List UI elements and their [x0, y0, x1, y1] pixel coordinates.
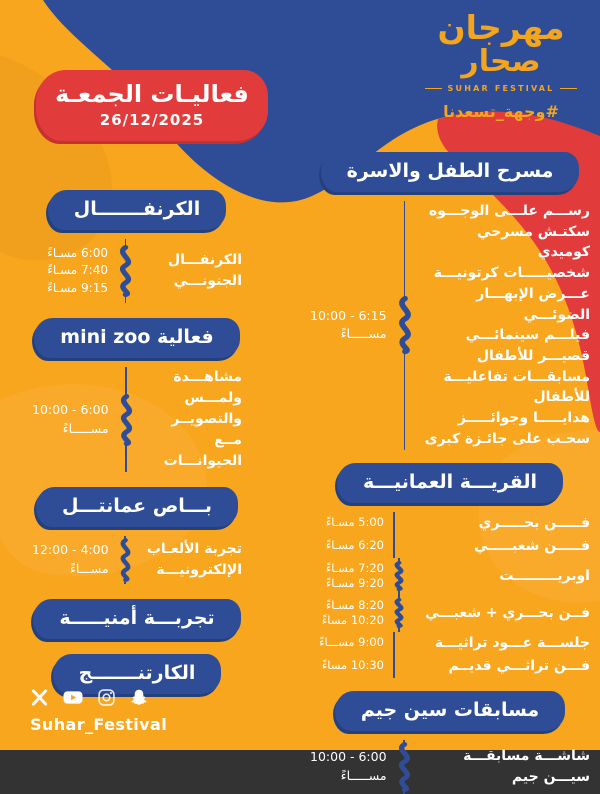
section-carnival	[32, 190, 242, 303]
time-block	[310, 748, 387, 786]
brace-icon	[118, 539, 133, 581]
item-label: تجربة الألعـاب الإلكترونيـــة	[146, 541, 242, 578]
left-column	[32, 190, 242, 694]
snapchat-icon[interactable]	[129, 688, 149, 707]
schedule-row	[310, 558, 590, 595]
time-suffix: مســـــاءً	[340, 767, 387, 783]
time-label: 9:00 مســـاءً	[319, 635, 384, 650]
social-block	[30, 688, 167, 734]
time-list	[32, 245, 108, 297]
schedule-row	[310, 201, 590, 450]
time-label: 9:15 مسـاءً	[47, 280, 108, 295]
schedule-item	[144, 367, 242, 472]
section-header-mini-zoo: فعالية mini zoo	[34, 318, 239, 358]
timeline-line	[393, 535, 395, 558]
right-column	[310, 152, 590, 794]
section-header-security-experience: تجربـــة أمنيـــــة	[33, 599, 240, 639]
brace-icon	[393, 562, 405, 590]
schedule-row	[310, 535, 590, 558]
time-block	[32, 541, 109, 579]
time-suffix: مســـاءً	[70, 561, 109, 576]
x-icon[interactable]	[30, 688, 49, 707]
item-label: مسابقـــات تفاعليـــة للأطفال	[443, 368, 590, 406]
timeline-line	[125, 239, 127, 246]
event-day-title: فعاليـات الجمعـة	[55, 80, 249, 108]
item-label: سكتـش مسرحي كوميدي	[477, 223, 590, 261]
time-block	[32, 401, 109, 439]
time-label: 10:00 - 6:15	[310, 307, 387, 323]
schedule-row	[310, 512, 590, 535]
time-label: 12:00 - 4:00	[32, 542, 109, 558]
time-label: 7:40 مسـاءً	[47, 263, 108, 278]
logo-arabic-line1: مهرجان	[437, 8, 565, 47]
time-block	[310, 307, 387, 345]
logo-arabic-line2: صحار	[461, 43, 541, 79]
item-label: جلســـة عـــود تراثيـــة	[434, 634, 590, 651]
time-label: 6:00 مسـاءً	[47, 245, 108, 260]
logo-subtitle-text: SUHAR FESTIVAL	[447, 84, 555, 94]
schedule-row	[310, 632, 590, 655]
schedule-item	[142, 539, 242, 581]
timeline-line	[398, 627, 400, 632]
time-block	[310, 598, 384, 629]
timeline-line	[403, 791, 405, 794]
timeline-line	[393, 512, 395, 535]
time-label: 9:20 مسـاءً	[325, 576, 384, 591]
schedule-row	[32, 239, 242, 303]
event-day-badge	[36, 70, 268, 141]
timeline	[393, 655, 395, 678]
item-label: فيلـــم سينمائـــي قصيـــر للأطفال	[465, 327, 590, 365]
timeline-line	[393, 655, 395, 678]
logo-subtitle	[426, 84, 576, 93]
time-label: 10:30 مساءً	[321, 658, 384, 673]
brace-icon	[393, 599, 405, 627]
timeline-line	[125, 296, 127, 303]
time-block	[310, 635, 384, 651]
schedule-item	[422, 746, 590, 788]
schedule-row	[310, 655, 590, 678]
timeline-line	[125, 445, 127, 473]
logo-dash-left	[425, 88, 442, 89]
item-label: اوبريـــــــــت	[499, 567, 590, 584]
time-suffix: مســـــاءً	[340, 326, 387, 342]
section-omantel-bus	[32, 487, 242, 584]
item-label: شاشـــة مسابقـــة سيـــن جيم	[463, 747, 590, 785]
item-label: سحـب على جائـزة كبرى	[424, 430, 590, 447]
brace-icon	[118, 395, 135, 445]
timeline	[396, 201, 414, 450]
time-suffix: مســـــاءً	[62, 420, 109, 436]
logo-dash-right	[560, 88, 577, 89]
time-block	[310, 561, 384, 592]
instagram-icon[interactable]	[97, 688, 116, 707]
timeline	[393, 535, 395, 558]
item-label: شخصيـــــات كرتونيـــة	[433, 265, 590, 282]
timeline-line	[404, 353, 406, 449]
schedule-item	[143, 250, 242, 292]
item-label: فـــــن بحـــــري	[478, 514, 590, 531]
section-header-karting: الكارتنـــــــج	[53, 654, 222, 694]
section-header-carnival: الكرنفـــــــال	[48, 190, 226, 230]
time-label: 5:00 مسـاءً	[325, 515, 384, 530]
brace-icon	[117, 246, 134, 296]
time-block	[310, 658, 384, 674]
timeline	[393, 595, 405, 632]
timeline	[393, 632, 395, 655]
time-label: 7:20 مسـاءً	[325, 560, 384, 575]
section-security-experience	[32, 599, 242, 639]
timeline	[393, 512, 395, 535]
section-header-omani-village: القريـــة العمانيـــة	[337, 463, 563, 503]
timeline	[117, 239, 134, 303]
item-label: مشاهـــدة ولمـــس والتصويــر مــع الحيوانـــات	[163, 369, 242, 469]
item-label: رســـم علـــى الوجـــوه	[428, 203, 590, 219]
time-label: 10:00 - 6:00	[310, 748, 387, 764]
brace-icon	[396, 297, 414, 353]
timeline-line	[404, 201, 406, 297]
time-label: 8:20 مسـاءً	[325, 597, 384, 612]
timeline-line	[125, 367, 127, 395]
brace-icon	[396, 743, 413, 791]
festival-logo	[426, 10, 576, 121]
item-label: فـــن تراثـــي قديــم	[448, 657, 590, 674]
item-label: هدايـــــا وجوائـــــز	[457, 410, 590, 427]
timeline	[396, 740, 413, 794]
event-date: 26/12/2025	[99, 111, 205, 129]
time-block	[310, 538, 384, 554]
timeline	[118, 536, 133, 584]
village-schedule	[310, 512, 590, 678]
hashtag: #وجهة_تسعدنا	[443, 102, 559, 122]
section-header-family-theater: مسرح الطفل والاسرة	[321, 152, 580, 192]
schedule-row	[32, 367, 242, 472]
schedule-row	[310, 740, 590, 794]
section-mini-zoo	[32, 318, 242, 472]
time-block	[310, 515, 384, 531]
item-label: فـــــن شعبـــــي	[473, 537, 590, 554]
schedule-row	[32, 536, 242, 584]
social-handle[interactable]: Suhar_Festival	[30, 715, 168, 734]
section-family-theater	[310, 152, 590, 450]
item-label: فــن بحـــري + شعبـــي	[425, 604, 590, 621]
time-label: 10:00 - 6:00	[32, 401, 109, 417]
section-quiz-competitions	[310, 691, 590, 794]
section-omani-village	[310, 463, 590, 678]
item-label: الكرنفـــال الجنونـــي	[168, 252, 242, 289]
schedule-item-list	[423, 201, 590, 450]
social-icons	[30, 688, 167, 707]
timeline-line	[393, 632, 395, 655]
youtube-icon[interactable]	[62, 688, 84, 707]
timeline-line	[124, 581, 126, 584]
item-label: عـــرض الإبهـــار الضوئـــي	[476, 285, 590, 323]
section-header-quiz-competitions: مسابقات سين جيم	[335, 691, 565, 731]
section-header-omantel-bus: بـــاص عمانتـــل	[36, 487, 238, 527]
time-label: 6:20 مسـاءً	[325, 538, 384, 553]
timeline	[118, 367, 135, 472]
schedule-row	[310, 595, 590, 632]
timeline	[393, 558, 405, 595]
time-label: 10:20 مساءً	[321, 613, 384, 628]
